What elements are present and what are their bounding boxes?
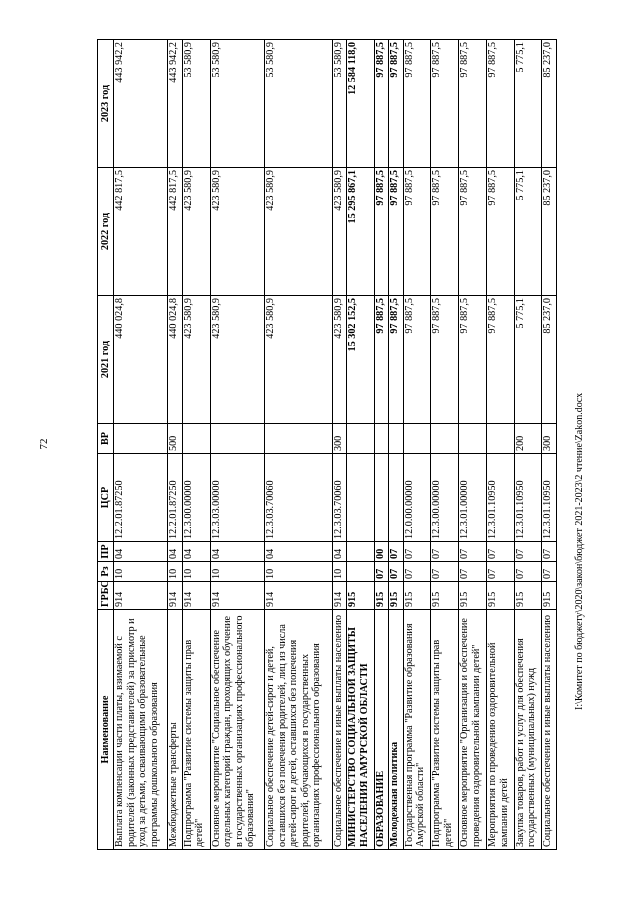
row-csr: 12.2.01.87250 — [114, 454, 168, 542]
row-2022: 423 580,9 — [210, 168, 264, 296]
row-vr — [264, 424, 332, 454]
row-vr — [182, 424, 210, 454]
row-csr: 12.3.01.00000 — [459, 454, 487, 542]
row-rz: 07 — [403, 562, 431, 582]
row-2021: 423 580,9 — [210, 296, 264, 424]
header-2022: 2022 год — [98, 168, 114, 296]
row-2022: 85 237,0 — [542, 168, 557, 296]
row-name: Социальное обеспечение и иные выплаты населению — [542, 610, 557, 850]
row-pr: 04 — [182, 542, 210, 562]
row-rz: 10 — [182, 562, 210, 582]
table-row — [403, 40, 431, 850]
row-csr: 12.3.00.00000 — [431, 454, 459, 542]
header-rz: Рз — [98, 562, 114, 582]
row-vr — [459, 424, 487, 454]
row-pr: 04 — [210, 542, 264, 562]
row-2023: 443 942,2 — [168, 40, 182, 168]
row-csr — [389, 454, 403, 542]
row-grbs: 915 — [389, 582, 403, 610]
row-2021: 85 237,0 — [542, 296, 557, 424]
row-2023: 53 580,9 — [264, 40, 332, 168]
row-grbs: 915 — [486, 582, 514, 610]
row-pr: 04 — [168, 542, 182, 562]
row-2021: 423 580,9 — [182, 296, 210, 424]
row-2022: 97 887,5 — [459, 168, 487, 296]
header-2023: 2023 год — [98, 40, 114, 168]
row-2022: 97 887,5 — [486, 168, 514, 296]
row-2021: 5 775,1 — [514, 296, 542, 424]
row-rz: 07 — [514, 562, 542, 582]
row-2023: 97 887,5 — [431, 40, 459, 168]
row-2022: 97 887,5 — [389, 168, 403, 296]
row-vr — [210, 424, 264, 454]
row-grbs: 915 — [459, 582, 487, 610]
row-2023: 12 584 118,0 — [347, 40, 375, 168]
table-body — [114, 40, 557, 850]
row-csr: 12.0.00.00000 — [403, 454, 431, 542]
table-row — [114, 40, 168, 850]
row-name: Молодежная политика — [389, 610, 403, 850]
row-rz: 10 — [114, 562, 168, 582]
table-row — [347, 40, 375, 850]
header-pr: ПР — [98, 542, 114, 562]
row-csr: 12.3.01.10950 — [542, 454, 557, 542]
row-csr: 12.2.01.87250 — [168, 454, 182, 542]
row-name: Межбюджетные трансферты — [168, 610, 182, 850]
header-name: Наименование — [98, 610, 114, 850]
row-grbs: 914 — [114, 582, 168, 610]
row-vr — [374, 424, 388, 454]
header-vr: ВР — [98, 424, 114, 454]
row-grbs: 914 — [168, 582, 182, 610]
row-pr: 00 — [374, 542, 388, 562]
row-rz: 10 — [264, 562, 332, 582]
row-2023: 443 942,2 — [114, 40, 168, 168]
row-2021: 97 887,5 — [459, 296, 487, 424]
row-name: Мероприятия по проведению оздоровительной кампании детей — [486, 610, 514, 850]
row-2021: 440 024,8 — [168, 296, 182, 424]
row-grbs: 914 — [332, 582, 346, 610]
table-row — [486, 40, 514, 850]
row-rz: 10 — [210, 562, 264, 582]
row-grbs: 915 — [542, 582, 557, 610]
row-pr: 07 — [403, 542, 431, 562]
row-2021: 423 580,9 — [264, 296, 332, 424]
row-pr: 07 — [459, 542, 487, 562]
row-grbs: 915 — [374, 582, 388, 610]
row-pr: 04 — [332, 542, 346, 562]
row-2022: 97 887,5 — [403, 168, 431, 296]
table-row — [514, 40, 542, 850]
row-name: Основное мероприятие "Организация и обеспечение проведения оздоровительной кампании детей" — [459, 610, 487, 850]
row-2022: 442 817,5 — [114, 168, 168, 296]
row-pr: 07 — [431, 542, 459, 562]
table-row — [264, 40, 332, 850]
row-2021: 423 580,9 — [332, 296, 346, 424]
row-grbs: 915 — [347, 582, 375, 610]
row-csr: 12.3.01.10950 — [486, 454, 514, 542]
row-grbs: 914 — [210, 582, 264, 610]
row-2021: 97 887,5 — [486, 296, 514, 424]
row-2023: 5 775,1 — [514, 40, 542, 168]
row-2023: 97 887,5 — [389, 40, 403, 168]
row-pr: 07 — [389, 542, 403, 562]
row-pr: 07 — [486, 542, 514, 562]
table-row — [374, 40, 388, 850]
row-2021: 97 887,5 — [403, 296, 431, 424]
row-vr: 300 — [542, 424, 557, 454]
row-rz: 07 — [459, 562, 487, 582]
row-grbs: 915 — [403, 582, 431, 610]
row-grbs: 914 — [182, 582, 210, 610]
row-name: Подпрограмма "Развитие системы защиты прав детей" — [431, 610, 459, 850]
row-2022: 423 580,9 — [182, 168, 210, 296]
row-vr: 500 — [168, 424, 182, 454]
row-rz: 10 — [332, 562, 346, 582]
row-name: Основное мероприятие "Социальное обеспечение отдельных категорий граждан, проходящих обучение в государственных организациях профессионального образования" — [210, 610, 264, 850]
row-vr — [347, 424, 375, 454]
row-pr: 04 — [114, 542, 168, 562]
row-rz: 07 — [374, 562, 388, 582]
row-csr: 12.3.01.10950 — [514, 454, 542, 542]
row-2023: 85 237,0 — [542, 40, 557, 168]
table-row — [459, 40, 487, 850]
row-name: ОБРАЗОВАНИЕ — [374, 610, 388, 850]
row-vr: 200 — [514, 424, 542, 454]
table-row — [431, 40, 459, 850]
row-rz: 07 — [486, 562, 514, 582]
row-2022: 423 580,9 — [264, 168, 332, 296]
row-csr: 12.3.03.00000 — [210, 454, 264, 542]
row-vr — [431, 424, 459, 454]
table-row — [389, 40, 403, 850]
row-2021: 97 887,5 — [374, 296, 388, 424]
row-name: Закупка товаров, работ и услуг для обеспечения государственных (муниципальных) нужд — [514, 610, 542, 850]
table-row — [332, 40, 346, 850]
table-row — [182, 40, 210, 850]
row-name: Государственная программа "Развитие образования Амурской области" — [403, 610, 431, 850]
row-2023: 53 580,9 — [332, 40, 346, 168]
row-rz: 07 — [542, 562, 557, 582]
row-2022: 97 887,5 — [374, 168, 388, 296]
page-number: 72 — [38, 438, 50, 450]
row-2023: 53 580,9 — [182, 40, 210, 168]
row-csr: 12.3.03.70060 — [332, 454, 346, 542]
row-2022: 5 775,1 — [514, 168, 542, 296]
row-name: МИНИСТЕРСТВО СОЦИАЛЬНОЙ ЗАЩИТЫ НАСЕЛЕНИЯ АМУРСКОЙ ОБЛАСТИ — [347, 610, 375, 850]
row-2023: 97 887,5 — [486, 40, 514, 168]
row-name: Социальное обеспечение детей-сирот и детей, оставшихся без попечения родителей, лиц из числа детей-сирот и детей, оставшихся без попечения родителей, обучающихся в государственных организациях профессионального образования — [264, 610, 332, 850]
row-2023: 97 887,5 — [403, 40, 431, 168]
row-2021: 97 887,5 — [431, 296, 459, 424]
row-grbs: 915 — [514, 582, 542, 610]
row-vr: 300 — [332, 424, 346, 454]
row-grbs: 915 — [431, 582, 459, 610]
table-row — [210, 40, 264, 850]
table-header-row — [98, 40, 114, 850]
row-vr — [389, 424, 403, 454]
row-vr — [114, 424, 168, 454]
row-vr — [486, 424, 514, 454]
row-rz — [347, 562, 375, 582]
row-pr: 04 — [264, 542, 332, 562]
row-pr — [347, 542, 375, 562]
file-path-footer: I:\Комитет по бюджету\2020\закон\бюджет 2021-2023\2 чтение\Zakon.docx — [574, 392, 585, 710]
row-2023: 53 580,9 — [210, 40, 264, 168]
row-2022: 423 580,9 — [332, 168, 346, 296]
table-row — [168, 40, 182, 850]
row-2021: 97 887,5 — [389, 296, 403, 424]
row-csr — [374, 454, 388, 542]
row-pr: 07 — [514, 542, 542, 562]
row-2021: 15 302 152,5 — [347, 296, 375, 424]
row-name: Выплата компенсации части платы, взимаемой с родителей (законных представителей) за присмотр и уход за детьми, осваивающими образовательные программы дошкольного образования — [114, 610, 168, 850]
row-2023: 97 887,5 — [459, 40, 487, 168]
row-pr: 07 — [542, 542, 557, 562]
row-rz: 07 — [431, 562, 459, 582]
row-csr: 12.3.03.70060 — [264, 454, 332, 542]
table-row — [542, 40, 557, 850]
row-vr — [403, 424, 431, 454]
row-name: Социальное обеспечение и иные выплаты населению — [332, 610, 346, 850]
row-2022: 15 295 867,1 — [347, 168, 375, 296]
row-grbs: 914 — [264, 582, 332, 610]
row-2022: 442 817,5 — [168, 168, 182, 296]
budget-table — [97, 39, 557, 850]
budget-table-sheet — [97, 40, 557, 850]
row-rz: 10 — [168, 562, 182, 582]
header-2021: 2021 год — [98, 296, 114, 424]
row-name: Подпрограмма "Развитие системы защиты прав детей" — [182, 610, 210, 850]
row-2023: 97 887,5 — [374, 40, 388, 168]
header-grbs: ГРБС — [98, 582, 114, 610]
header-csr: ЦСР — [98, 454, 114, 542]
row-2022: 97 887,5 — [431, 168, 459, 296]
row-csr: 12.3.00.00000 — [182, 454, 210, 542]
row-csr — [347, 454, 375, 542]
row-2021: 440 024,8 — [114, 296, 168, 424]
row-rz: 07 — [389, 562, 403, 582]
